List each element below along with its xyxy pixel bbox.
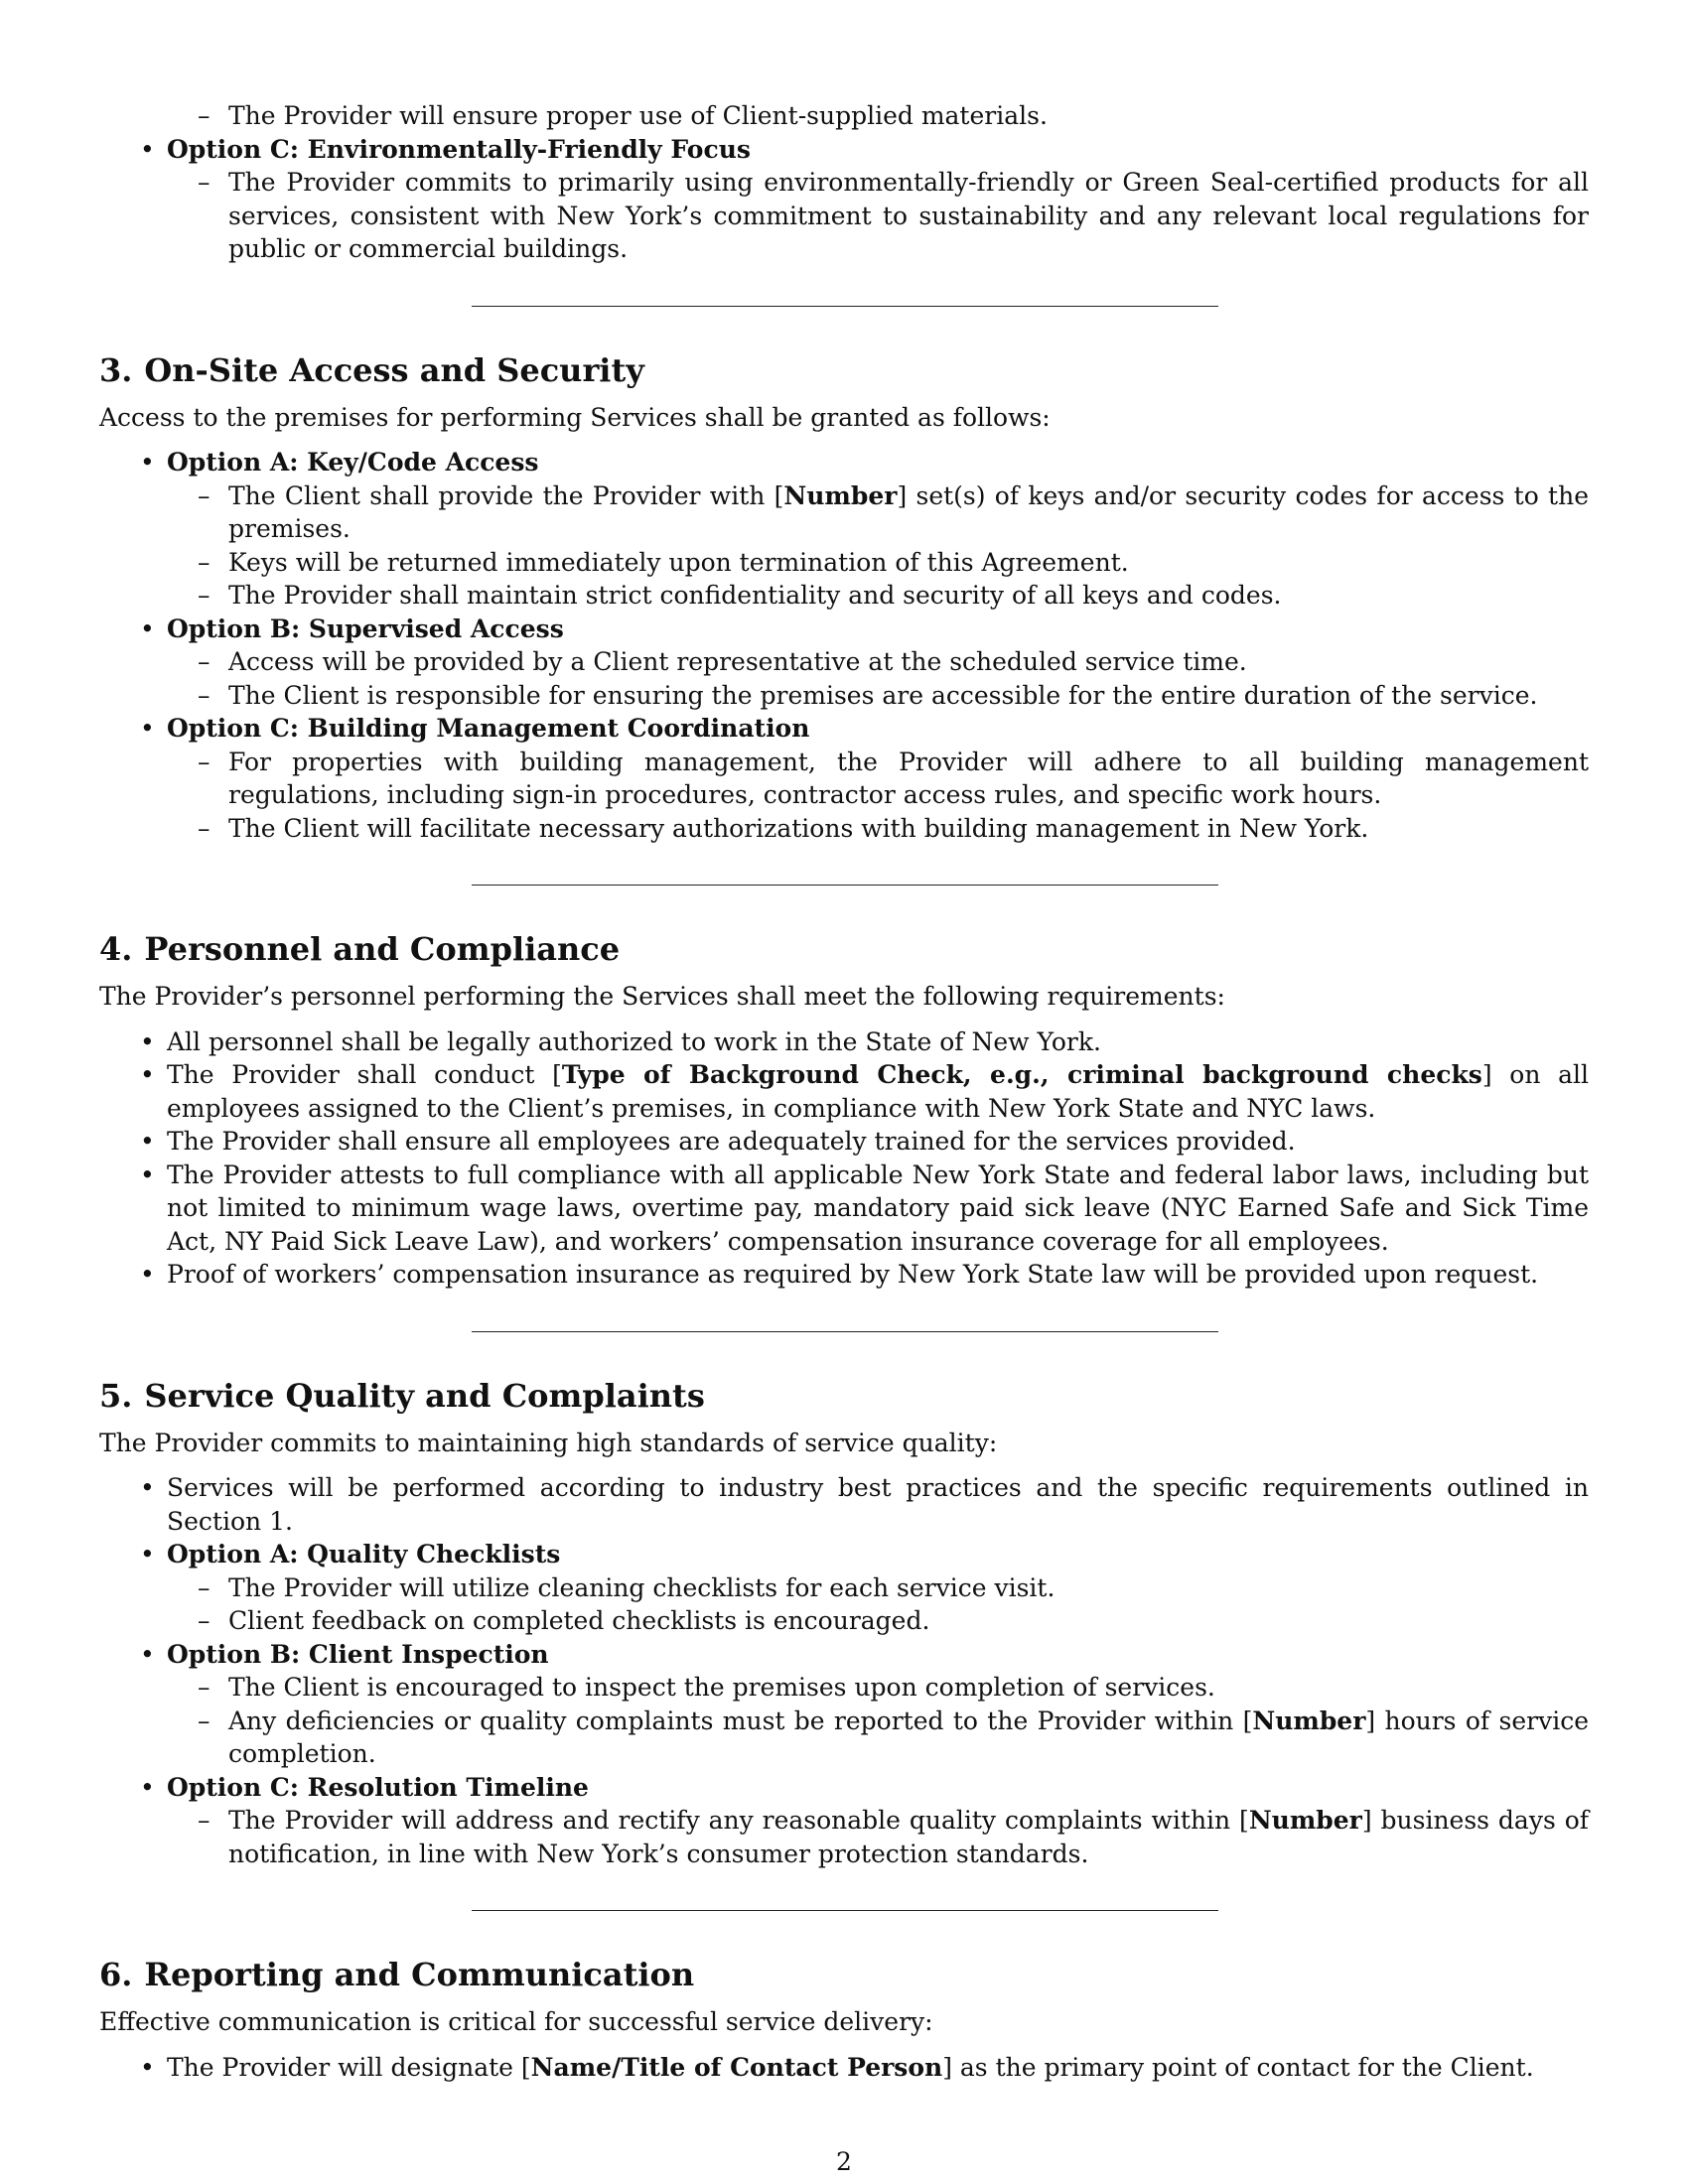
section6-heading (99, 1955, 1589, 1994)
list-item: – Client feedback on completed checklists is encouraged. (228, 1604, 1589, 1638)
list-item: – The Provider will utilize cleaning checklists for each service visit. (228, 1571, 1589, 1605)
section3-intro: Access to the premises for performing Services shall be granted as follows: (99, 402, 1051, 432)
section-number: 6. (99, 1956, 133, 1993)
list-item: • The Provider will designate [Name/Title of Contact Person] as the primary point of contact for the Client. (167, 2051, 1589, 2085)
section-title: Service Quality and Complaints (144, 1376, 705, 1415)
list-item: – Any deficiencies or quality complaints must be reported to the Provider within [Number] hours of service completion. (228, 1705, 1589, 1771)
option-title: Option C: Building Management Coordination (167, 714, 810, 743)
document-page (99, 99, 1589, 2084)
list-item: – Access will be provided by a Client representative at the scheduled service time. (228, 645, 1589, 679)
section-divider (472, 1331, 1218, 1332)
list-item: – The Provider commits to primarily using environmentally-friendly or Green Seal-certified products for all services, consistent with New York’s commitment to sustainability and any relevant local regulations for public or commercial buildings. (228, 166, 1589, 266)
section2-option-list (99, 99, 1589, 266)
list-item: – For properties with building management, the Provider will adhere to all building management regulations, including sign-in procedures, contractor access rules, and specific work hours. (228, 746, 1589, 812)
section3-option-b (167, 613, 1589, 713)
list-item: • All personnel shall be legally authorized to work in the State of New York. (167, 1025, 1589, 1059)
section5-list (99, 1471, 1589, 1870)
list-item: – The Client is encouraged to inspect the premises upon completion of services. (228, 1671, 1589, 1705)
list-item: – Keys will be returned immediately upon termination of this Agreement. (228, 546, 1589, 580)
section3-option-c (167, 712, 1589, 845)
option-title: Option A: Quality Checklists (167, 1540, 561, 1569)
list-item: – The Client is responsible for ensuring the premises are accessible for the entire duration of the service. (228, 679, 1589, 713)
section5-heading (99, 1376, 1589, 1416)
section5-intro: The Provider commits to maintaining high standards of service quality: (99, 1428, 998, 1457)
section3-options (99, 446, 1589, 845)
list-item: • The Provider attests to full compliance with all applicable New York State and federal labor laws, including but not limited to minimum wage laws, overtime pay, mandatory paid sick leave (NYC Earned Safe and Sick Time Act, NY Paid Sick Leave Law), and workers’ compensation insurance coverage for all employees. (167, 1159, 1589, 1259)
section2-option-b-tail (167, 99, 1589, 133)
section-number: 5. (99, 1376, 133, 1415)
section-title: On-Site Access and Security (144, 350, 644, 389)
section3-option-a (167, 446, 1589, 613)
list-item: • The Provider shall conduct [Type of Background Check, e.g., criminal background checks] on all employees assigned to the Client’s premises, in compliance with New York State and NYC laws. (167, 1058, 1589, 1125)
section4-requirements (99, 1025, 1589, 1292)
page-number: 2 (836, 2147, 852, 2176)
section-divider (472, 885, 1218, 886)
option-title: Option C: Environmentally-Friendly Focus (167, 134, 751, 164)
option-title: Option C: Resolution Timeline (167, 1772, 589, 1802)
list-item: – The Provider will address and rectify any reasonable quality complaints within [Number] business days of notification, in line with New York’s consumer protection standards. (228, 1804, 1589, 1870)
section5-option-a (167, 1538, 1589, 1638)
section3-heading (99, 350, 1589, 390)
section4-heading (99, 929, 1589, 969)
list-item: • Services will be performed according to industry best practices and the specific requirements outlined in Section 1. (167, 1471, 1589, 1538)
list-item: – The Client will facilitate necessary authorizations with building management in New York. (228, 812, 1589, 846)
section-number: 3. (99, 350, 133, 389)
list-item: • The Provider shall ensure all employees are adequately trained for the services provided. (167, 1125, 1589, 1159)
section4-intro: The Provider’s personnel performing the Services shall meet the following requirements: (99, 982, 1225, 1011)
section-title: Personnel and Compliance (144, 930, 621, 968)
list-item: – The Client shall provide the Provider with [Number] set(s) of keys and/or security codes for access to the premises. (228, 479, 1589, 546)
section-title: Reporting and Communication (144, 1956, 695, 1993)
option-title: Option B: Supervised Access (167, 614, 564, 643)
section5-option-c (167, 1771, 1589, 1871)
list-item: – The Provider shall maintain strict confidentiality and security of all keys and codes. (228, 579, 1589, 613)
list-item: – The Provider will ensure proper use of Client-supplied materials. (228, 99, 1589, 133)
option-title: Option B: Client Inspection (167, 1639, 549, 1669)
section6-intro: Effective communication is critical for successful service delivery: (99, 2007, 933, 2036)
section5-option-b (167, 1638, 1589, 1771)
option-title: Option A: Key/Code Access (167, 448, 539, 477)
section-number: 4. (99, 930, 133, 968)
section-divider (472, 306, 1218, 307)
list-item: • Proof of workers’ compensation insurance as required by New York State law will be provided upon request. (167, 1258, 1589, 1292)
section6-list (99, 2051, 1589, 2085)
section-divider (472, 1910, 1218, 1911)
section2-option-c (167, 133, 1589, 266)
